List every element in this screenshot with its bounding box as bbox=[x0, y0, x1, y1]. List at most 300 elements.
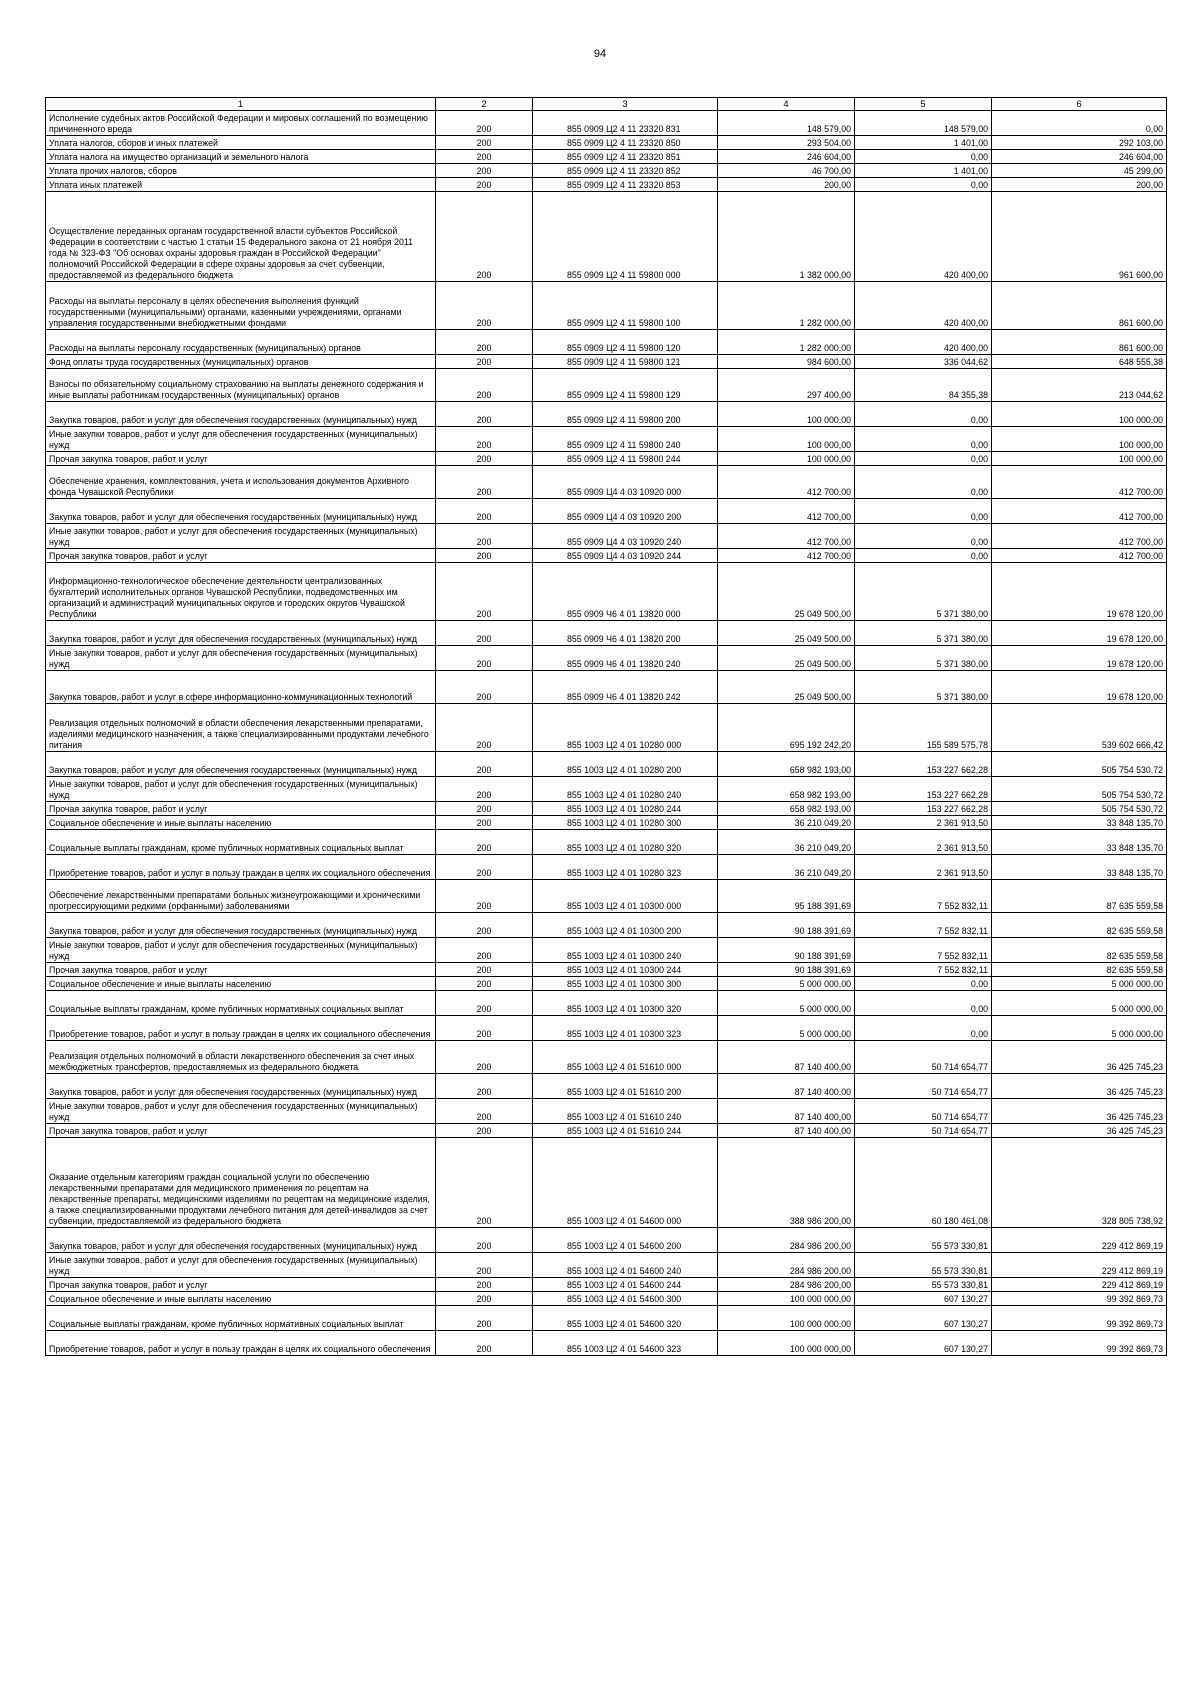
row-budget-code: 855 0909 Ц2 4 11 23320 851 bbox=[533, 150, 718, 164]
row-executed-amount: 50 714 654,77 bbox=[855, 1074, 992, 1099]
row-approved-amount: 284 986 200,00 bbox=[718, 1228, 855, 1253]
row-approved-amount: 87 140 400,00 bbox=[718, 1041, 855, 1074]
row-budget-code: 855 0909 Ц2 4 11 59800 100 bbox=[533, 282, 718, 330]
table-row bbox=[46, 802, 1167, 816]
table-row bbox=[46, 963, 1167, 977]
row-budget-code: 855 0909 Ц4 4 03 10920 000 bbox=[533, 466, 718, 499]
table-row bbox=[46, 111, 1167, 136]
row-budget-code: 855 0909 Ц2 4 11 23320 853 bbox=[533, 178, 718, 192]
row-unexecuted-amount: 539 602 666,42 bbox=[992, 704, 1167, 752]
row-admin-code: 200 bbox=[436, 136, 533, 150]
row-executed-amount: 55 573 330,81 bbox=[855, 1228, 992, 1253]
row-budget-code: 855 1003 Ц2 4 01 54600 000 bbox=[533, 1138, 718, 1228]
row-approved-amount: 36 210 049,20 bbox=[718, 816, 855, 830]
row-unexecuted-amount: 33 848 135,70 bbox=[992, 816, 1167, 830]
row-executed-amount: 0,00 bbox=[855, 549, 992, 563]
row-executed-amount: 55 573 330,81 bbox=[855, 1278, 992, 1292]
row-admin-code: 200 bbox=[436, 646, 533, 671]
row-admin-code: 200 bbox=[436, 369, 533, 402]
table-row bbox=[46, 991, 1167, 1016]
row-admin-code: 200 bbox=[436, 671, 533, 704]
row-budget-code: 855 0909 Ц2 4 11 23320 850 bbox=[533, 136, 718, 150]
table-row bbox=[46, 880, 1167, 913]
row-name: Приобретение товаров, работ и услуг в пользу граждан в целях их социального обеспечения bbox=[46, 1331, 436, 1356]
table-row bbox=[46, 355, 1167, 369]
row-unexecuted-amount: 19 678 120,00 bbox=[992, 671, 1167, 704]
table-row bbox=[46, 1099, 1167, 1124]
row-unexecuted-amount: 19 678 120,00 bbox=[992, 621, 1167, 646]
row-name: Расходы на выплаты персоналу в целях обеспечения выполнения функций государственными (муниципальными) органами, казенными учреждениями, органами управления государственными внебюджетными фондами bbox=[46, 282, 436, 330]
row-executed-amount: 1 401,00 bbox=[855, 164, 992, 178]
table-row bbox=[46, 621, 1167, 646]
row-unexecuted-amount: 100 000,00 bbox=[992, 427, 1167, 452]
row-unexecuted-amount: 328 805 738,92 bbox=[992, 1138, 1167, 1228]
row-executed-amount: 153 227 662,28 bbox=[855, 752, 992, 777]
row-executed-amount: 155 589 575,78 bbox=[855, 704, 992, 752]
row-unexecuted-amount: 505 754 530,72 bbox=[992, 802, 1167, 816]
row-unexecuted-amount: 648 555,38 bbox=[992, 355, 1167, 369]
table-row bbox=[46, 178, 1167, 192]
row-name: Закупка товаров, работ и услуг для обеспечения государственных (муниципальных) нужд bbox=[46, 752, 436, 777]
row-name: Иные закупки товаров, работ и услуг для обеспечения государственных (муниципальных) нужд bbox=[46, 1099, 436, 1124]
row-approved-amount: 695 192 242,20 bbox=[718, 704, 855, 752]
row-unexecuted-amount: 200,00 bbox=[992, 178, 1167, 192]
table-row bbox=[46, 671, 1167, 704]
table-row bbox=[46, 977, 1167, 991]
row-approved-amount: 5 000 000,00 bbox=[718, 977, 855, 991]
row-admin-code: 200 bbox=[436, 621, 533, 646]
row-executed-amount: 50 714 654,77 bbox=[855, 1099, 992, 1124]
column-header-5: 5 bbox=[855, 98, 992, 111]
row-executed-amount: 50 714 654,77 bbox=[855, 1041, 992, 1074]
row-admin-code: 200 bbox=[436, 282, 533, 330]
budget-table bbox=[45, 97, 1167, 1356]
row-name: Социальное обеспечение и иные выплаты населению bbox=[46, 1292, 436, 1306]
row-name: Осуществление переданных органам государственной власти субъектов Российской Федерации в соответствии с частью 1 статьи 15 Федерального закона от 21 ноября 2011 года № 323-ФЗ "Об основах охраны здоровья граждан в Российской Федерации" полномочий Российской Федерации в сфере охраны здоровья за счет субвенции, предоставляемой из федерального бюджета bbox=[46, 192, 436, 282]
row-budget-code: 855 1003 Ц2 4 01 10300 323 bbox=[533, 1016, 718, 1041]
row-unexecuted-amount: 5 000 000,00 bbox=[992, 1016, 1167, 1041]
row-admin-code: 200 bbox=[436, 549, 533, 563]
row-approved-amount: 90 188 391,69 bbox=[718, 963, 855, 977]
row-executed-amount: 0,00 bbox=[855, 466, 992, 499]
row-admin-code: 200 bbox=[436, 802, 533, 816]
table-row bbox=[46, 1016, 1167, 1041]
row-executed-amount: 0,00 bbox=[855, 1016, 992, 1041]
row-name: Обеспечение лекарственными препаратами больных жизнеугрожающими и хроническими прогрессирующими редкими (орфанными) заболеваниями bbox=[46, 880, 436, 913]
row-admin-code: 200 bbox=[436, 1074, 533, 1099]
row-name: Уплата прочих налогов, сборов bbox=[46, 164, 436, 178]
row-admin-code: 200 bbox=[436, 1124, 533, 1138]
row-unexecuted-amount: 36 425 745,23 bbox=[992, 1124, 1167, 1138]
row-admin-code: 200 bbox=[436, 499, 533, 524]
row-name: Оказание отдельным категориям граждан социальной услуги по обеспечению лекарственными препаратами для медицинского применения по рецептам на лекарственные препараты, медицинскими изделиями по рецептам на медицинские изделия, а также специализированными продуктами лечебного питания для детей-инвалидов за счет субвенции, предоставляемой из федерального бюджета bbox=[46, 1138, 436, 1228]
row-executed-amount: 0,00 bbox=[855, 150, 992, 164]
row-executed-amount: 50 714 654,77 bbox=[855, 1124, 992, 1138]
row-executed-amount: 420 400,00 bbox=[855, 282, 992, 330]
column-header-6: 6 bbox=[992, 98, 1167, 111]
row-budget-code: 855 1003 Ц2 4 01 54600 320 bbox=[533, 1306, 718, 1331]
row-executed-amount: 0,00 bbox=[855, 977, 992, 991]
table-row bbox=[46, 452, 1167, 466]
row-name: Обеспечение хранения, комплектования, учета и использования документов Архивного фонда Чувашской Республики bbox=[46, 466, 436, 499]
row-approved-amount: 100 000,00 bbox=[718, 427, 855, 452]
row-executed-amount: 7 552 832,11 bbox=[855, 880, 992, 913]
table-row bbox=[46, 1228, 1167, 1253]
row-budget-code: 855 1003 Ц2 4 01 54600 323 bbox=[533, 1331, 718, 1356]
row-executed-amount: 0,00 bbox=[855, 524, 992, 549]
row-admin-code: 200 bbox=[436, 752, 533, 777]
table-row bbox=[46, 646, 1167, 671]
row-unexecuted-amount: 246 604,00 bbox=[992, 150, 1167, 164]
row-budget-code: 855 0909 Ц4 4 03 10920 240 bbox=[533, 524, 718, 549]
row-admin-code: 200 bbox=[436, 880, 533, 913]
row-unexecuted-amount: 229 412 869,19 bbox=[992, 1253, 1167, 1278]
row-unexecuted-amount: 36 425 745,23 bbox=[992, 1074, 1167, 1099]
row-budget-code: 855 1003 Ц2 4 01 54600 244 bbox=[533, 1278, 718, 1292]
table-row bbox=[46, 427, 1167, 452]
row-unexecuted-amount: 412 700,00 bbox=[992, 549, 1167, 563]
row-admin-code: 200 bbox=[436, 777, 533, 802]
row-name: Прочая закупка товаров, работ и услуг bbox=[46, 1278, 436, 1292]
row-admin-code: 200 bbox=[436, 1253, 533, 1278]
row-admin-code: 200 bbox=[436, 830, 533, 855]
row-unexecuted-amount: 412 700,00 bbox=[992, 466, 1167, 499]
row-unexecuted-amount: 87 635 559,58 bbox=[992, 880, 1167, 913]
row-executed-amount: 2 361 913,50 bbox=[855, 816, 992, 830]
row-approved-amount: 87 140 400,00 bbox=[718, 1074, 855, 1099]
row-name: Прочая закупка товаров, работ и услуг bbox=[46, 1124, 436, 1138]
row-approved-amount: 25 049 500,00 bbox=[718, 671, 855, 704]
row-unexecuted-amount: 100 000,00 bbox=[992, 452, 1167, 466]
row-admin-code: 200 bbox=[436, 963, 533, 977]
row-name: Иные закупки товаров, работ и услуг для обеспечения государственных (муниципальных) нужд bbox=[46, 1253, 436, 1278]
row-approved-amount: 100 000 000,00 bbox=[718, 1306, 855, 1331]
table-row bbox=[46, 1124, 1167, 1138]
row-budget-code: 855 0909 Ц4 4 03 10920 244 bbox=[533, 549, 718, 563]
row-admin-code: 200 bbox=[436, 991, 533, 1016]
row-executed-amount: 5 371 380,00 bbox=[855, 671, 992, 704]
row-admin-code: 200 bbox=[436, 192, 533, 282]
row-budget-code: 855 1003 Ц2 4 01 51610 240 bbox=[533, 1099, 718, 1124]
row-budget-code: 855 1003 Ц2 4 01 54600 240 bbox=[533, 1253, 718, 1278]
row-name: Расходы на выплаты персоналу государственных (муниципальных) органов bbox=[46, 330, 436, 355]
row-name: Уплата иных платежей bbox=[46, 178, 436, 192]
row-budget-code: 855 1003 Ц2 4 01 51610 244 bbox=[533, 1124, 718, 1138]
row-name: Социальное обеспечение и иные выплаты населению bbox=[46, 977, 436, 991]
row-approved-amount: 36 210 049,20 bbox=[718, 830, 855, 855]
row-executed-amount: 5 371 380,00 bbox=[855, 646, 992, 671]
row-executed-amount: 0,00 bbox=[855, 427, 992, 452]
row-executed-amount: 60 180 461,08 bbox=[855, 1138, 992, 1228]
row-admin-code: 200 bbox=[436, 452, 533, 466]
row-executed-amount: 607 130,27 bbox=[855, 1306, 992, 1331]
row-name: Прочая закупка товаров, работ и услуг bbox=[46, 452, 436, 466]
row-admin-code: 200 bbox=[436, 150, 533, 164]
table-row bbox=[46, 1306, 1167, 1331]
row-executed-amount: 336 044,62 bbox=[855, 355, 992, 369]
row-unexecuted-amount: 861 600,00 bbox=[992, 330, 1167, 355]
row-executed-amount: 2 361 913,50 bbox=[855, 855, 992, 880]
row-approved-amount: 100 000 000,00 bbox=[718, 1292, 855, 1306]
row-name: Взносы по обязательному социальному страхованию на выплаты денежного содержания и иные выплаты работникам государственных (муниципальных) органов bbox=[46, 369, 436, 402]
row-unexecuted-amount: 229 412 869,19 bbox=[992, 1278, 1167, 1292]
row-approved-amount: 100 000,00 bbox=[718, 452, 855, 466]
row-admin-code: 200 bbox=[436, 1278, 533, 1292]
table-row bbox=[46, 913, 1167, 938]
row-budget-code: 855 0909 Ц2 4 11 23320 831 bbox=[533, 111, 718, 136]
row-budget-code: 855 0909 Ч6 4 01 13820 200 bbox=[533, 621, 718, 646]
row-unexecuted-amount: 229 412 869,19 bbox=[992, 1228, 1167, 1253]
row-budget-code: 855 0909 Ц4 4 03 10920 200 bbox=[533, 499, 718, 524]
row-unexecuted-amount: 99 392 869,73 bbox=[992, 1292, 1167, 1306]
row-admin-code: 200 bbox=[436, 466, 533, 499]
row-executed-amount: 607 130,27 bbox=[855, 1292, 992, 1306]
row-approved-amount: 95 188 391,69 bbox=[718, 880, 855, 913]
row-budget-code: 855 1003 Ц2 4 01 10280 300 bbox=[533, 816, 718, 830]
row-approved-amount: 246 604,00 bbox=[718, 150, 855, 164]
row-unexecuted-amount: 36 425 745,23 bbox=[992, 1041, 1167, 1074]
table-row bbox=[46, 402, 1167, 427]
row-budget-code: 855 1003 Ц2 4 01 10280 000 bbox=[533, 704, 718, 752]
row-executed-amount: 607 130,27 bbox=[855, 1331, 992, 1356]
row-executed-amount: 0,00 bbox=[855, 178, 992, 192]
row-name: Закупка товаров, работ и услуг для обеспечения государственных (муниципальных) нужд bbox=[46, 621, 436, 646]
row-executed-amount: 0,00 bbox=[855, 402, 992, 427]
row-budget-code: 855 1003 Ц2 4 01 10300 200 bbox=[533, 913, 718, 938]
row-budget-code: 855 0909 Ц2 4 11 59800 200 bbox=[533, 402, 718, 427]
table-row bbox=[46, 938, 1167, 963]
row-name: Социальные выплаты гражданам, кроме публичных нормативных социальных выплат bbox=[46, 830, 436, 855]
row-executed-amount: 0,00 bbox=[855, 991, 992, 1016]
row-executed-amount: 2 361 913,50 bbox=[855, 830, 992, 855]
row-unexecuted-amount: 33 848 135,70 bbox=[992, 855, 1167, 880]
row-admin-code: 200 bbox=[436, 913, 533, 938]
column-header-1: 1 bbox=[46, 98, 436, 111]
row-budget-code: 855 1003 Ц2 4 01 10300 244 bbox=[533, 963, 718, 977]
row-admin-code: 200 bbox=[436, 1138, 533, 1228]
row-unexecuted-amount: 213 044,62 bbox=[992, 369, 1167, 402]
table-row bbox=[46, 524, 1167, 549]
row-budget-code: 855 1003 Ц2 4 01 51610 200 bbox=[533, 1074, 718, 1099]
row-admin-code: 200 bbox=[436, 855, 533, 880]
row-budget-code: 855 0909 Ц2 4 11 59800 121 bbox=[533, 355, 718, 369]
row-unexecuted-amount: 292 103,00 bbox=[992, 136, 1167, 150]
table-row bbox=[46, 499, 1167, 524]
row-approved-amount: 5 000 000,00 bbox=[718, 1016, 855, 1041]
row-budget-code: 855 1003 Ц2 4 01 10300 240 bbox=[533, 938, 718, 963]
row-budget-code: 855 1003 Ц2 4 01 10280 320 bbox=[533, 830, 718, 855]
row-executed-amount: 84 355,38 bbox=[855, 369, 992, 402]
row-approved-amount: 984 600,00 bbox=[718, 355, 855, 369]
row-approved-amount: 293 504,00 bbox=[718, 136, 855, 150]
column-header-4: 4 bbox=[718, 98, 855, 111]
row-unexecuted-amount: 36 425 745,23 bbox=[992, 1099, 1167, 1124]
page-number: 94 bbox=[593, 48, 607, 60]
row-admin-code: 200 bbox=[436, 1292, 533, 1306]
table-row bbox=[46, 1138, 1167, 1228]
row-approved-amount: 148 579,00 bbox=[718, 111, 855, 136]
table-row bbox=[46, 1253, 1167, 1278]
row-unexecuted-amount: 33 848 135,70 bbox=[992, 830, 1167, 855]
row-approved-amount: 658 982 193,00 bbox=[718, 752, 855, 777]
row-admin-code: 200 bbox=[436, 1099, 533, 1124]
row-budget-code: 855 0909 Ц2 4 11 59800 129 bbox=[533, 369, 718, 402]
row-executed-amount: 0,00 bbox=[855, 452, 992, 466]
row-name: Социальные выплаты гражданам, кроме публичных нормативных социальных выплат bbox=[46, 1306, 436, 1331]
row-admin-code: 200 bbox=[436, 704, 533, 752]
table-row bbox=[46, 330, 1167, 355]
row-unexecuted-amount: 82 635 559,58 bbox=[992, 938, 1167, 963]
row-budget-code: 855 0909 Ц2 4 11 59800 000 bbox=[533, 192, 718, 282]
table-row bbox=[46, 192, 1167, 282]
row-budget-code: 855 1003 Ц2 4 01 54600 300 bbox=[533, 1292, 718, 1306]
row-approved-amount: 36 210 049,20 bbox=[718, 855, 855, 880]
row-approved-amount: 1 282 000,00 bbox=[718, 282, 855, 330]
row-unexecuted-amount: 861 600,00 bbox=[992, 282, 1167, 330]
row-name: Иные закупки товаров, работ и услуг для обеспечения государственных (муниципальных) нужд bbox=[46, 938, 436, 963]
row-executed-amount: 420 400,00 bbox=[855, 192, 992, 282]
row-name: Прочая закупка товаров, работ и услуг bbox=[46, 802, 436, 816]
table-row bbox=[46, 816, 1167, 830]
row-approved-amount: 46 700,00 bbox=[718, 164, 855, 178]
row-approved-amount: 90 188 391,69 bbox=[718, 913, 855, 938]
row-name: Закупка товаров, работ и услуг в сфере информационно-коммуникационных технологий bbox=[46, 671, 436, 704]
row-approved-amount: 284 986 200,00 bbox=[718, 1253, 855, 1278]
table-row bbox=[46, 136, 1167, 150]
row-name: Приобретение товаров, работ и услуг в пользу граждан в целях их социального обеспечения bbox=[46, 855, 436, 880]
row-approved-amount: 412 700,00 bbox=[718, 466, 855, 499]
column-header-2: 2 bbox=[436, 98, 533, 111]
table-row bbox=[46, 164, 1167, 178]
row-approved-amount: 284 986 200,00 bbox=[718, 1278, 855, 1292]
row-approved-amount: 90 188 391,69 bbox=[718, 938, 855, 963]
row-unexecuted-amount: 412 700,00 bbox=[992, 524, 1167, 549]
table-row bbox=[46, 1074, 1167, 1099]
row-name: Уплата налога на имущество организаций и земельного налога bbox=[46, 150, 436, 164]
row-admin-code: 200 bbox=[436, 938, 533, 963]
row-budget-code: 855 0909 Ц2 4 11 59800 120 bbox=[533, 330, 718, 355]
table-row bbox=[46, 1278, 1167, 1292]
row-admin-code: 200 bbox=[436, 355, 533, 369]
row-approved-amount: 297 400,00 bbox=[718, 369, 855, 402]
row-budget-code: 855 1003 Ц2 4 01 10280 244 bbox=[533, 802, 718, 816]
row-name: Закупка товаров, работ и услуг для обеспечения государственных (муниципальных) нужд bbox=[46, 913, 436, 938]
table-row bbox=[46, 752, 1167, 777]
row-approved-amount: 25 049 500,00 bbox=[718, 646, 855, 671]
row-admin-code: 200 bbox=[436, 1331, 533, 1356]
row-approved-amount: 412 700,00 bbox=[718, 524, 855, 549]
row-executed-amount: 5 371 380,00 bbox=[855, 563, 992, 621]
row-name: Реализация отдельных полномочий в области лекарственного обеспечения за счет иных межбюджетных трансфертов, предоставляемых из федерального бюджета bbox=[46, 1041, 436, 1074]
row-budget-code: 855 0909 Ч6 4 01 13820 000 bbox=[533, 563, 718, 621]
row-name: Прочая закупка товаров, работ и услуг bbox=[46, 963, 436, 977]
row-name: Реализация отдельных полномочий в области обеспечения лекарственными препаратами, изделиями медицинского назначения, а также специализированными продуктами лечебного питания bbox=[46, 704, 436, 752]
row-approved-amount: 5 000 000,00 bbox=[718, 991, 855, 1016]
row-executed-amount: 7 552 832,11 bbox=[855, 938, 992, 963]
row-admin-code: 200 bbox=[436, 164, 533, 178]
table-row bbox=[46, 777, 1167, 802]
table-row bbox=[46, 563, 1167, 621]
row-approved-amount: 200,00 bbox=[718, 178, 855, 192]
row-approved-amount: 412 700,00 bbox=[718, 499, 855, 524]
table-row bbox=[46, 1292, 1167, 1306]
row-approved-amount: 1 282 000,00 bbox=[718, 330, 855, 355]
row-admin-code: 200 bbox=[436, 1306, 533, 1331]
row-approved-amount: 100 000,00 bbox=[718, 402, 855, 427]
row-budget-code: 855 1003 Ц2 4 01 10300 320 bbox=[533, 991, 718, 1016]
row-name: Фонд оплаты труда государственных (муниципальных) органов bbox=[46, 355, 436, 369]
table-row bbox=[46, 1041, 1167, 1074]
row-name: Исполнение судебных актов Российской Федерации и мировых соглашений по возмещению причиненного вреда bbox=[46, 111, 436, 136]
column-header-3: 3 bbox=[533, 98, 718, 111]
table-row bbox=[46, 704, 1167, 752]
row-unexecuted-amount: 45 299,00 bbox=[992, 164, 1167, 178]
row-unexecuted-amount: 82 635 559,58 bbox=[992, 963, 1167, 977]
row-budget-code: 855 1003 Ц2 4 01 10280 200 bbox=[533, 752, 718, 777]
row-name: Иные закупки товаров, работ и услуг для обеспечения государственных (муниципальных) нужд bbox=[46, 646, 436, 671]
row-admin-code: 200 bbox=[436, 816, 533, 830]
row-budget-code: 855 1003 Ц2 4 01 10300 300 bbox=[533, 977, 718, 991]
row-admin-code: 200 bbox=[436, 563, 533, 621]
row-admin-code: 200 bbox=[436, 427, 533, 452]
row-budget-code: 855 1003 Ц2 4 01 10300 000 bbox=[533, 880, 718, 913]
row-name: Иные закупки товаров, работ и услуг для обеспечения государственных (муниципальных) нужд bbox=[46, 427, 436, 452]
row-name: Уплата налогов, сборов и иных платежей bbox=[46, 136, 436, 150]
row-approved-amount: 87 140 400,00 bbox=[718, 1124, 855, 1138]
row-budget-code: 855 1003 Ц2 4 01 51610 000 bbox=[533, 1041, 718, 1074]
row-admin-code: 200 bbox=[436, 1228, 533, 1253]
row-budget-code: 855 1003 Ц2 4 01 10280 323 bbox=[533, 855, 718, 880]
row-budget-code: 855 0909 Ч6 4 01 13820 240 bbox=[533, 646, 718, 671]
row-approved-amount: 412 700,00 bbox=[718, 549, 855, 563]
row-approved-amount: 25 049 500,00 bbox=[718, 621, 855, 646]
row-unexecuted-amount: 505 754 530,72 bbox=[992, 752, 1167, 777]
table-row bbox=[46, 830, 1167, 855]
row-name: Социальные выплаты гражданам, кроме публичных нормативных социальных выплат bbox=[46, 991, 436, 1016]
row-approved-amount: 1 382 000,00 bbox=[718, 192, 855, 282]
row-executed-amount: 7 552 832,11 bbox=[855, 963, 992, 977]
row-budget-code: 855 0909 Ц2 4 11 23320 852 bbox=[533, 164, 718, 178]
row-executed-amount: 5 371 380,00 bbox=[855, 621, 992, 646]
row-approved-amount: 87 140 400,00 bbox=[718, 1099, 855, 1124]
row-executed-amount: 0,00 bbox=[855, 499, 992, 524]
row-approved-amount: 388 986 200,00 bbox=[718, 1138, 855, 1228]
row-unexecuted-amount: 5 000 000,00 bbox=[992, 977, 1167, 991]
row-admin-code: 200 bbox=[436, 330, 533, 355]
row-approved-amount: 658 982 193,00 bbox=[718, 802, 855, 816]
row-budget-code: 855 1003 Ц2 4 01 54600 200 bbox=[533, 1228, 718, 1253]
row-name: Приобретение товаров, работ и услуг в пользу граждан в целях их социального обеспечения bbox=[46, 1016, 436, 1041]
row-unexecuted-amount: 0,00 bbox=[992, 111, 1167, 136]
row-approved-amount: 25 049 500,00 bbox=[718, 563, 855, 621]
row-executed-amount: 153 227 662,28 bbox=[855, 777, 992, 802]
row-name: Иные закупки товаров, работ и услуг для обеспечения государственных (муниципальных) нужд bbox=[46, 777, 436, 802]
row-executed-amount: 7 552 832,11 bbox=[855, 913, 992, 938]
row-approved-amount: 100 000 000,00 bbox=[718, 1331, 855, 1356]
row-unexecuted-amount: 82 635 559,58 bbox=[992, 913, 1167, 938]
row-unexecuted-amount: 961 600,00 bbox=[992, 192, 1167, 282]
row-name: Закупка товаров, работ и услуг для обеспечения государственных (муниципальных) нужд bbox=[46, 1074, 436, 1099]
row-admin-code: 200 bbox=[436, 402, 533, 427]
row-name: Информационно-технологическое обеспечение деятельности централизованных бухгалтерий исполнительных органов Чувашской Республики, подведомственных им организаций и администраций муниципальных округов и городских округов Чувашской Республики bbox=[46, 563, 436, 621]
table-row bbox=[46, 855, 1167, 880]
table-row bbox=[46, 369, 1167, 402]
row-executed-amount: 420 400,00 bbox=[855, 330, 992, 355]
row-admin-code: 200 bbox=[436, 977, 533, 991]
row-name: Закупка товаров, работ и услуг для обеспечения государственных (муниципальных) нужд bbox=[46, 499, 436, 524]
row-admin-code: 200 bbox=[436, 178, 533, 192]
row-admin-code: 200 bbox=[436, 111, 533, 136]
